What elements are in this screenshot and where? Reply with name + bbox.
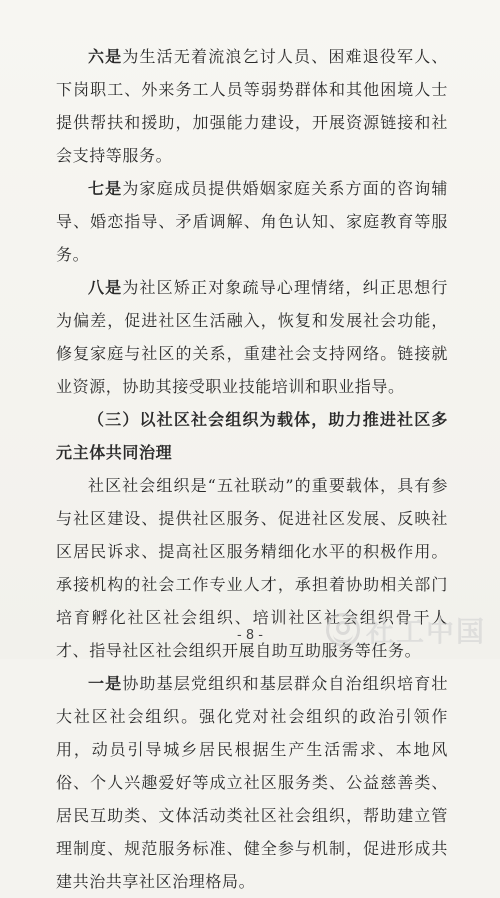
watermark: [326, 610, 486, 650]
paragraph-one: [56, 667, 448, 898]
paragraph-six: [56, 40, 448, 172]
body-paragraph: 社区社会组织是“五社联动”的重要载体，具有参与社区建设、提供社区服务、促进社区发展、反映社区居民诉求、提高社区服务精细化水平的积极作用。承接机构的社会工作专业人才，承担着协助相关部门培育孵化社区社会组织、培训社区社会组织骨干人才、指导社区社会组织开展自助互助服务等任务。: [56, 476, 448, 660]
page-number: - 8 -: [237, 628, 263, 643]
paragraph-lead: 七是: [88, 179, 123, 198]
watermark-text: 社工中国: [365, 615, 486, 648]
social-work-logo-icon: [326, 613, 360, 647]
paragraph-text: 为社区矫正对象疏导心理情绪，纠正思想行为偏差，促进社区生活融入，恢复和发展社会功能，修复家庭与社区的关系，重建社会支持网络。链接就业资源，协助其接受职业技能培训和职业指导。: [56, 278, 448, 396]
document-body: [56, 40, 448, 898]
paragraph-text: 协助基层党组织和基层群众自治组织培育壮大社区社会组织。强化党对社会组织的政治引领作用，动员引导城乡居民根据生产生活需求、本地风俗、个人兴趣爱好等成立社区服务类、公益慈善类、居民互助类、文体活动类社区社会组织，帮助建立管理制度、规范服务标准、健全参与机制，促进形成共建共治共享社区治理格局。: [56, 674, 448, 891]
paragraph-lead: 一是: [88, 674, 123, 693]
paragraph-lead: 八是: [88, 278, 123, 297]
paragraph-text: 为家庭成员提供婚姻家庭关系方面的咨询辅导、婚恋指导、矛盾调解、角色认知、家庭教育等服务。: [56, 179, 448, 264]
paragraph-lead: 六是: [88, 47, 123, 66]
paragraph-seven: [56, 172, 448, 271]
section-heading: （三）以社区社会组织为载体，助力推进社区多元主体共同治理: [56, 410, 448, 462]
paragraph-text: 为生活无着流浪乞讨人员、困难退役军人、下岗职工、外来务工人员等弱势群体和其他困境人士提供帮扶和援助，加强能力建设，开展资源链接和社会支持等服务。: [56, 47, 448, 165]
paragraph-eight: [56, 271, 448, 403]
